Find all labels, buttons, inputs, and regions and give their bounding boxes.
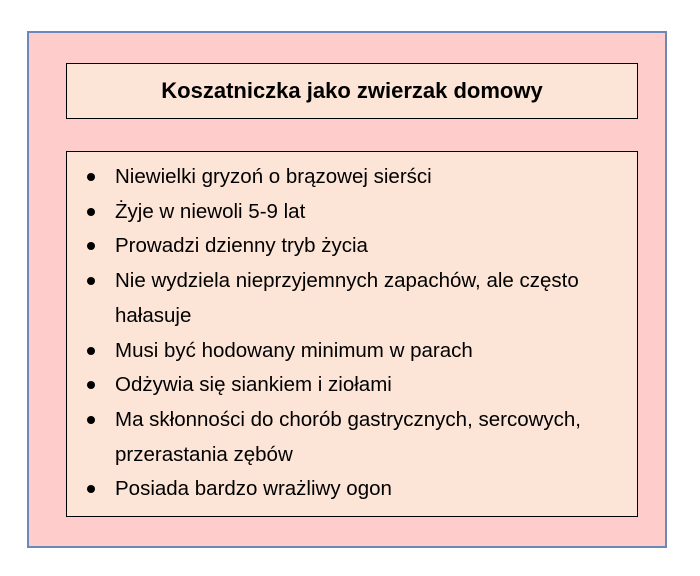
bullet-icon bbox=[87, 208, 95, 216]
list-item bbox=[67, 334, 637, 369]
list-item bbox=[67, 195, 637, 230]
list-item-text: Żyje w niewoli 5-9 lat bbox=[115, 199, 306, 223]
bullet-icon bbox=[87, 277, 95, 285]
bullet-list bbox=[67, 152, 637, 507]
list-item-text: Niewielki gryzoń o brązowej sierści bbox=[115, 165, 432, 188]
bullet-list-box bbox=[66, 151, 638, 517]
list-item bbox=[67, 403, 637, 472]
list-item-text: Prowadzi dzienny tryb życia bbox=[115, 234, 368, 258]
list-item bbox=[67, 472, 637, 507]
bullet-icon bbox=[87, 381, 95, 389]
slide-panel bbox=[27, 31, 667, 548]
list-item bbox=[67, 264, 637, 333]
bullet-icon bbox=[87, 416, 95, 424]
list-item-text: Nie wydziela nieprzyjemnych zapachów, ale często hałasuje bbox=[115, 269, 579, 327]
list-item-text: Odżywia się siankiem i ziołami bbox=[115, 373, 392, 397]
list-item bbox=[67, 160, 637, 195]
bullet-icon bbox=[87, 485, 95, 493]
page-title: Koszatniczka jako zwierzak domowy bbox=[161, 78, 543, 103]
list-item-text: Posiada bardzo wrażliwy ogon bbox=[115, 477, 392, 501]
bullet-icon bbox=[87, 242, 95, 250]
bullet-icon bbox=[87, 347, 95, 355]
list-item bbox=[67, 368, 637, 403]
list-item-text: Ma skłonności do chorób gastrycznych, sercowych, przerastania zębów bbox=[115, 407, 582, 466]
list-item-text: Musi być hodowany minimum w parach bbox=[115, 338, 473, 362]
title-box bbox=[66, 63, 638, 119]
list-item bbox=[67, 229, 637, 264]
bullet-icon bbox=[87, 173, 95, 181]
